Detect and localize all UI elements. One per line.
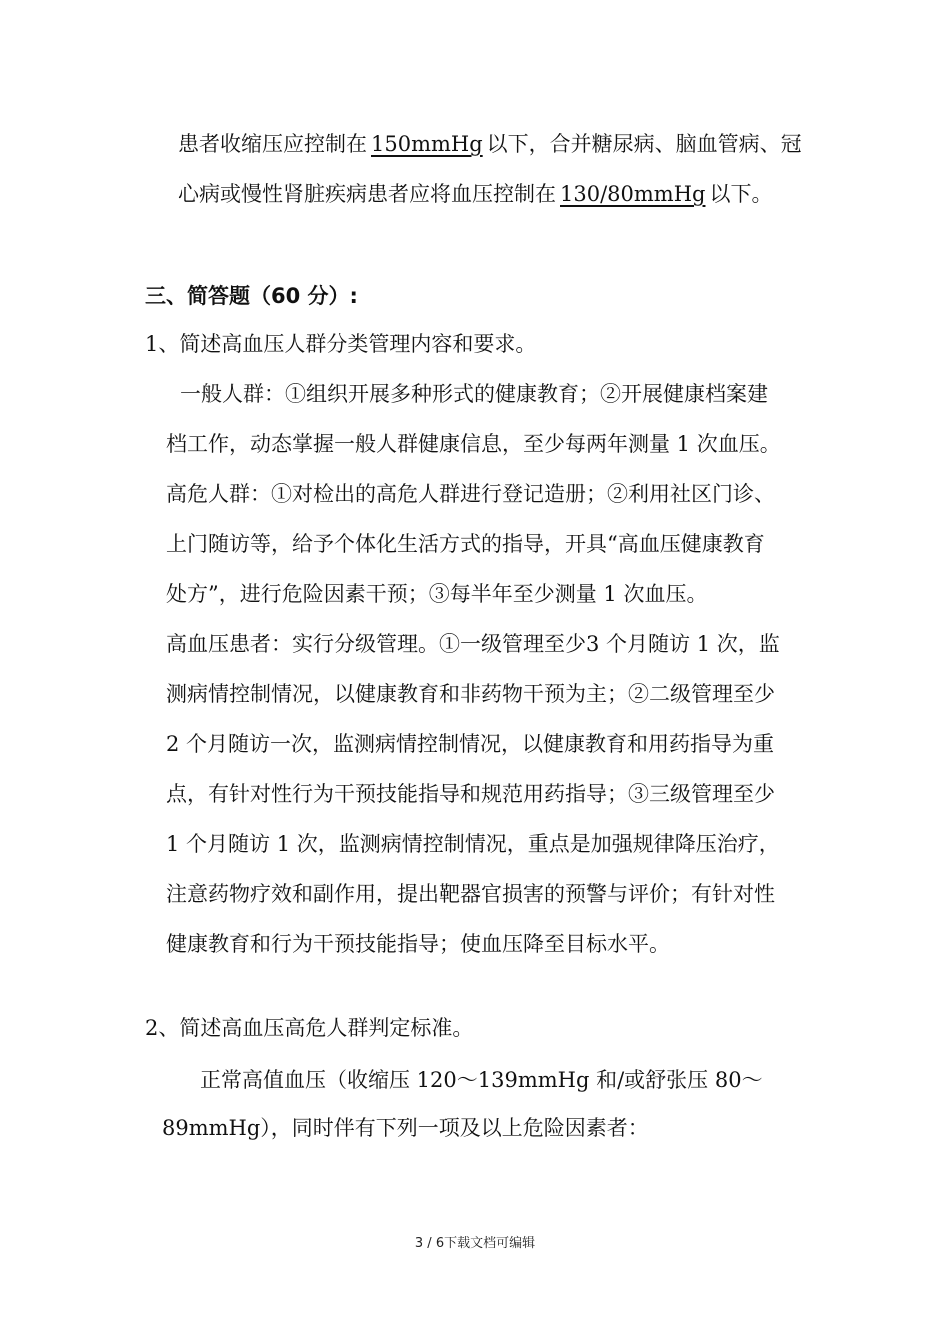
answer-line: 健康教育和行为干预技能指导；使血压降至目标水平。 [166,932,670,956]
answer-line: 一般人群：①组织开展多种形式的健康教育；②开展健康档案建 [180,382,768,406]
paragraph0-line2 [178,180,772,208]
section-title: 三、简答题（60 分）: [145,284,358,308]
answer-line: 处方”，进行危险因素干预；③每半年至少测量 1 次血压。 [166,582,708,606]
text: 患者收缩压应控制在 [178,132,367,156]
answer-line: 89mmHg），同时伴有下列一项及以上危险因素者： [162,1116,649,1140]
text: 心病或慢性肾脏疾病患者应将血压控制在 [178,182,556,206]
filled-blank: 150mmHg [371,132,483,156]
answer-line: 高危人群：①对检出的高危人群进行登记造册；②利用社区门诊、 [166,482,775,506]
filled-blank: 130/80mmHg [560,182,706,206]
answer-line: 档工作，动态掌握一般人群健康信息，至少每两年测量 1 次血压。 [166,432,781,456]
text: 以下，合并糖尿病、脑血管病、冠 [486,132,802,156]
answer-line: 测病情控制情况，以健康教育和非药物干预为主；②二级管理至少 [166,682,775,706]
answer-line: 点，有针对性行为干预技能指导和规范用药指导；③三级管理至少 [166,782,775,806]
answer-line: 1 个月随访 1 次，监测病情控制情况，重点是加强规律降压治疗， [166,832,780,856]
text: 以下。 [709,182,773,206]
page-footer: 3 / 6下载文档可编辑 [414,1236,536,1251]
paragraph0-line1 [178,130,802,158]
answer-line: 上门随访等，给予个体化生活方式的指导，开具“高血压健康教育 [166,532,765,556]
answer-line: 正常高值血压（收缩压 120～139mmHg 和/或舒张压 80～ [200,1068,763,1092]
answer-line: 2 个月随访一次，监测病情控制情况，以健康教育和用药指导为重 [166,732,775,756]
answer-line: 高血压患者：实行分级管理。①一级管理至少3 个月随访 1 次，监 [166,632,780,656]
question-1: 1、简述高血压人群分类管理内容和要求。 [145,332,537,356]
answer-line: 注意药物疗效和副作用，提出靶器官损害的预警与评价；有针对性 [166,882,775,906]
question-2: 2、简述高血压高危人群判定标准。 [145,1016,474,1040]
